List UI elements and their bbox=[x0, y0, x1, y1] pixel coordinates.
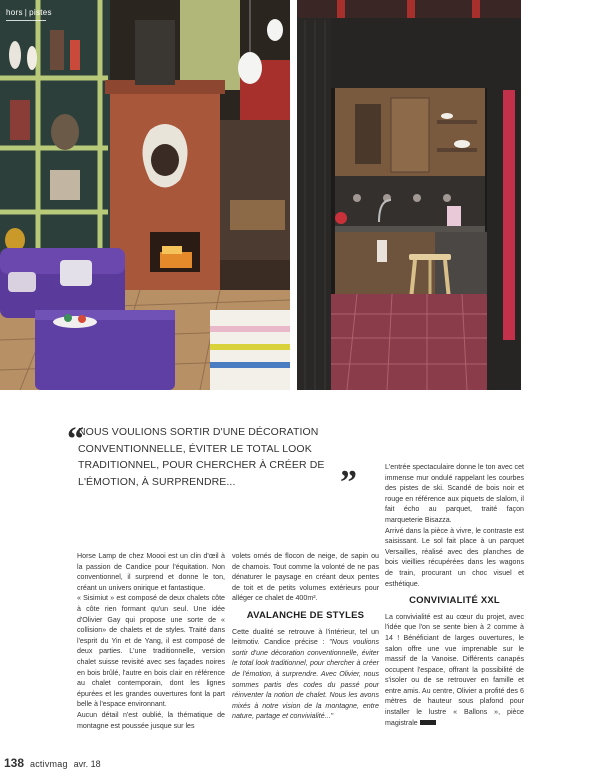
col1-paragraph-2: « Sisimiut » est composé de deux chalets côte à côte rien formant qu'un seul. Une idée d'Olivier Gay qui propose une sorte de « collision» de chalets et de styles. Traité dans l'esprit du Yin et de Yang, il est composé de deux parties. L'une traditionnelle, version chalet suisse revisité avec ses façades noires en bois brûlé, l'autre en bois clair en référence au chalet contemporain, dont les lignes épurées et les grandes ouvertures font la part belle à l'espace environnant. bbox=[77, 594, 225, 709]
section-tag-separator: | bbox=[24, 8, 28, 17]
quote-open-mark: “ bbox=[67, 421, 84, 458]
end-of-article-mark bbox=[420, 720, 436, 725]
photo-kitchen bbox=[297, 0, 521, 390]
article-column-2 bbox=[232, 551, 379, 722]
col3-paragraph-3 bbox=[385, 612, 524, 729]
quote-close-mark: ” bbox=[340, 464, 357, 501]
page-footer bbox=[4, 756, 101, 770]
section-tag bbox=[6, 8, 52, 17]
magazine-name: activmag bbox=[30, 759, 68, 769]
col3-paragraph-3-text: La convivialité est au cœur du projet, avec l'idée que l'on se sente bien à 2 comme à 14 ! Bénéficiant de larges ouvertures, le salon offre une vue imprenable sur le massif de la Vanoise. Différents canapés occupent l'espace, offrant la possibilité de s'isoler ou de se retrouver en famille et entre amis. Au centre, Olivier a profité des 6 mètres de hauteur sous plafond pour installer le lustre « Ballons », pièce magistrale bbox=[385, 612, 524, 727]
pull-quote: NOUS VOULIONS SORTIR D'UNE DÉCORATION CONVENTIONNELLE, ÉVITER LE TOTAL LOOK TRADITIONNEL, POUR CHERCHER À CRÉER DE L'ÉMOTION, À SURPRENDRE... bbox=[78, 426, 325, 488]
section-tag-part2: pistes bbox=[29, 8, 52, 17]
section-tag-rule bbox=[6, 20, 46, 21]
article-column-1 bbox=[77, 551, 225, 731]
col2-quote-italic: "Nous voulions sortir d'une décoration conventionnelle, éviter le total look traditionnel, pour chercher à créer de l'émotion, à surprendre. Avec Olivier, nous sommes partis des codes du passé pour réinventer la notion de chalet. Nous les avons mixés à notre vision de la montagne, entre nature, partage et convivialité..." bbox=[232, 638, 379, 721]
photo-living-room bbox=[0, 0, 290, 390]
section-tag-part1: hors bbox=[6, 8, 23, 17]
col1-paragraph-3: Aucun détail n'est oublié, la thématique de montagne est poussée jusque sur les bbox=[77, 710, 225, 730]
magazine-issue: avr. 18 bbox=[73, 759, 101, 769]
subhead-avalanche: AVALANCHE DE STYLES bbox=[246, 609, 365, 621]
col3-paragraph-2: Arrivé dans la pièce à vivre, le contraste est saisissant. Le sol fait place à un parquet Versailles, réalisé avec des planches de bois vieillies récupérées dans les wagons de train, procurant un choc visuel et esthétique. bbox=[385, 526, 524, 588]
col2-paragraph-1: volets ornés de flocon de neige, de sapin ou de chamois. Tout comme la volonté de ne pas dénaturer le paysage en créant deux pentes de toit et de petits volumes extérieurs pour alléger ce chalet de 400m². bbox=[232, 552, 379, 603]
article-column-3 bbox=[385, 462, 524, 728]
subhead-convivialite: CONVIVIALITÉ XXL bbox=[409, 595, 500, 607]
col2-paragraph-2 bbox=[232, 627, 379, 722]
col1-paragraph-1: Horse Lamp de chez Moooi est un clin d'œil à la passion de Candice pour l'équitation. Non conventionnel, il surprend et donne le ton, créant un univers onirique et fantastique. bbox=[77, 552, 225, 592]
col3-paragraph-1: L'entrée spectaculaire donne le ton avec cet immense mur ondulé rappelant les courbes des pistes de ski. Scandé de bois noir et rouge en référence aux piquets de slalom, il fait écho au parquet, traité façon marqueterie Bisazza. bbox=[385, 463, 524, 524]
page-number: 138 bbox=[4, 756, 25, 770]
col2-paragraph-2-text: Cette dualité se retrouve à l'intérieur, tel un leitmotiv. Candice précise : bbox=[232, 627, 379, 647]
